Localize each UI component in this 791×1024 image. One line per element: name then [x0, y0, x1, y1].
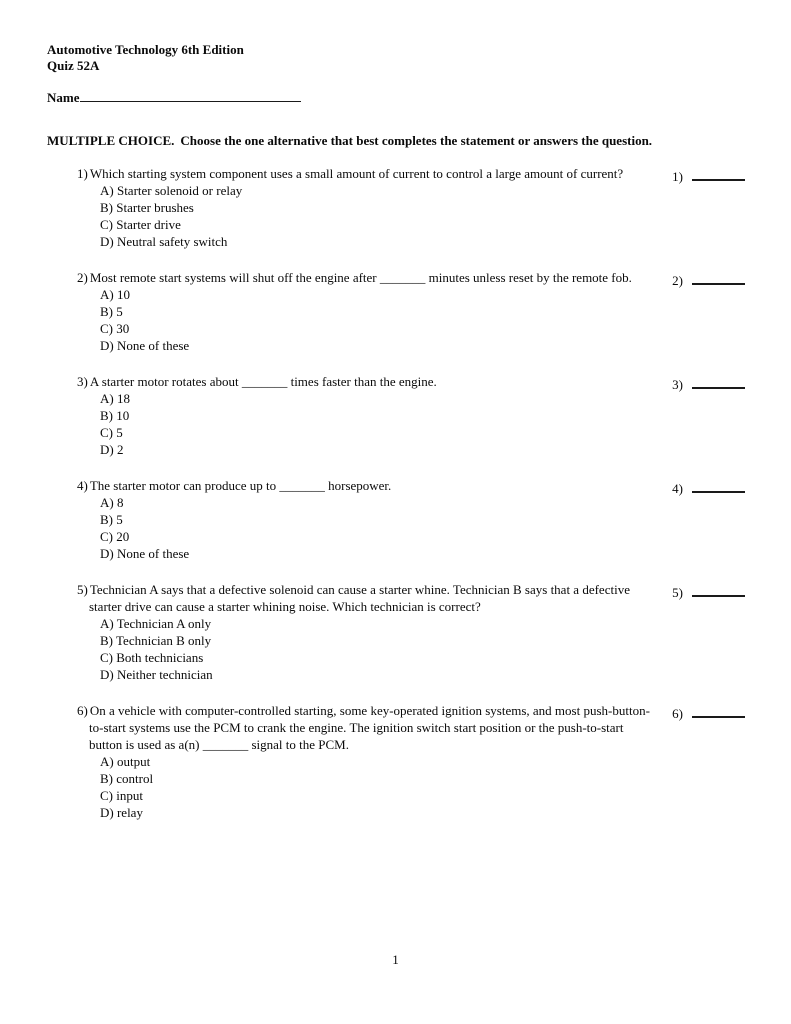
- question-number: 4): [77, 478, 88, 493]
- question-number: 1): [77, 166, 88, 181]
- answer-cell: [672, 165, 745, 185]
- answer-cell: [672, 477, 745, 497]
- option-b: B) 5: [100, 304, 123, 319]
- question-statement: Most remote start systems will shut off the engine after _______ minutes unless reset by the remote fob.: [89, 270, 632, 285]
- option-d: D) Neutral safety switch: [100, 234, 228, 249]
- answer-blank-line: [692, 702, 745, 718]
- answer-blank-line: [692, 581, 745, 597]
- option-d: D) 2: [100, 442, 124, 457]
- answer-cell: [672, 269, 745, 289]
- page-number: 1: [392, 952, 399, 967]
- question-statement: On a vehicle with computer-controlled starting, some key-operated ignition systems, and most push-button-to-start systems use the PCM to crank the engine. The ignition switch start position or the push-to-start button is used as a(n) _______ signal to the PCM.: [89, 703, 650, 752]
- answer-blank-line: [692, 373, 745, 389]
- question-text: [77, 581, 652, 615]
- name-blank-line: [80, 88, 301, 102]
- question-number: 2): [77, 270, 88, 285]
- instructions-heading: MULTIPLE CHOICE.: [47, 133, 175, 148]
- question-text: [77, 165, 652, 182]
- question-text: [77, 477, 652, 494]
- option-a: A) output: [100, 754, 151, 769]
- question-number: 6): [77, 703, 88, 718]
- question-block: [77, 581, 745, 683]
- options-list: [100, 494, 652, 562]
- option-b: B) 5: [100, 512, 123, 527]
- name-row: [47, 88, 745, 106]
- options-list: [100, 286, 652, 354]
- option-a: A) 18: [100, 391, 130, 406]
- question-block: [77, 165, 745, 250]
- instructions-text: Choose the one alternative that best completes the statement or answers the question.: [180, 133, 653, 148]
- option-b: B) Technician B only: [100, 633, 212, 648]
- question-content: [77, 702, 652, 821]
- option-a: A) 10: [100, 287, 130, 302]
- question-number: 5): [77, 582, 88, 597]
- option-b: B) 10: [100, 408, 130, 423]
- option-b: B) control: [100, 771, 154, 786]
- quiz-number: Quiz 52A: [47, 57, 100, 73]
- question-block: [77, 269, 745, 354]
- question-statement: Technician A says that a defective solenoid can cause a starter whine. Technician B says that a defective starter drive can cause a starter whining noise. Which technician is correct?: [89, 582, 630, 614]
- instructions: [47, 132, 745, 149]
- question-content: [77, 269, 652, 354]
- option-c: C) 30: [100, 321, 130, 336]
- answer-number: 6): [672, 706, 683, 721]
- page-footer: [0, 951, 791, 968]
- answer-blank-line: [692, 477, 745, 493]
- options-list: [100, 182, 652, 250]
- option-c: C) Both technicians: [100, 650, 204, 665]
- answer-number: 1): [672, 169, 683, 184]
- answer-cell: [672, 373, 745, 393]
- options-list: [100, 615, 652, 683]
- question-content: [77, 477, 652, 562]
- option-d: D) None of these: [100, 338, 190, 353]
- document-title: Automotive Technology 6th Edition: [47, 42, 244, 57]
- question-content: [77, 581, 652, 683]
- option-d: D) None of these: [100, 546, 190, 561]
- name-label: Name: [47, 90, 80, 105]
- option-c: C) Starter drive: [100, 217, 181, 232]
- question-block: [77, 477, 745, 562]
- answer-number: 3): [672, 377, 683, 392]
- question-statement: Which starting system component uses a small amount of current to control a large amount of current?: [89, 166, 624, 181]
- question-block: [77, 373, 745, 458]
- question-content: [77, 165, 652, 250]
- options-list: [100, 390, 652, 458]
- answer-number: 4): [672, 481, 683, 496]
- questions: [47, 165, 745, 821]
- answer-cell: [672, 702, 745, 722]
- answer-blank-line: [692, 269, 745, 285]
- option-c: C) 5: [100, 425, 123, 440]
- question-content: [77, 373, 652, 458]
- question-number: 3): [77, 374, 88, 389]
- question-text: [77, 373, 652, 390]
- answer-number: 2): [672, 273, 683, 288]
- option-d: D) Neither technician: [100, 667, 213, 682]
- answer-cell: [672, 581, 745, 601]
- option-b: B) Starter brushes: [100, 200, 194, 215]
- question-statement: A starter motor rotates about _______ times faster than the engine.: [89, 374, 437, 389]
- option-c: C) 20: [100, 529, 130, 544]
- question-text: [77, 702, 652, 753]
- options-list: [100, 753, 652, 821]
- option-d: D) relay: [100, 805, 143, 820]
- option-a: A) Starter solenoid or relay: [100, 183, 243, 198]
- question-block: [77, 702, 745, 821]
- option-a: A) Technician A only: [100, 616, 212, 631]
- option-c: C) input: [100, 788, 143, 803]
- question-text: [77, 269, 652, 286]
- answer-blank-line: [692, 165, 745, 181]
- question-statement: The starter motor can produce up to _______ horsepower.: [89, 478, 392, 493]
- answer-number: 5): [672, 585, 683, 600]
- option-a: A) 8: [100, 495, 124, 510]
